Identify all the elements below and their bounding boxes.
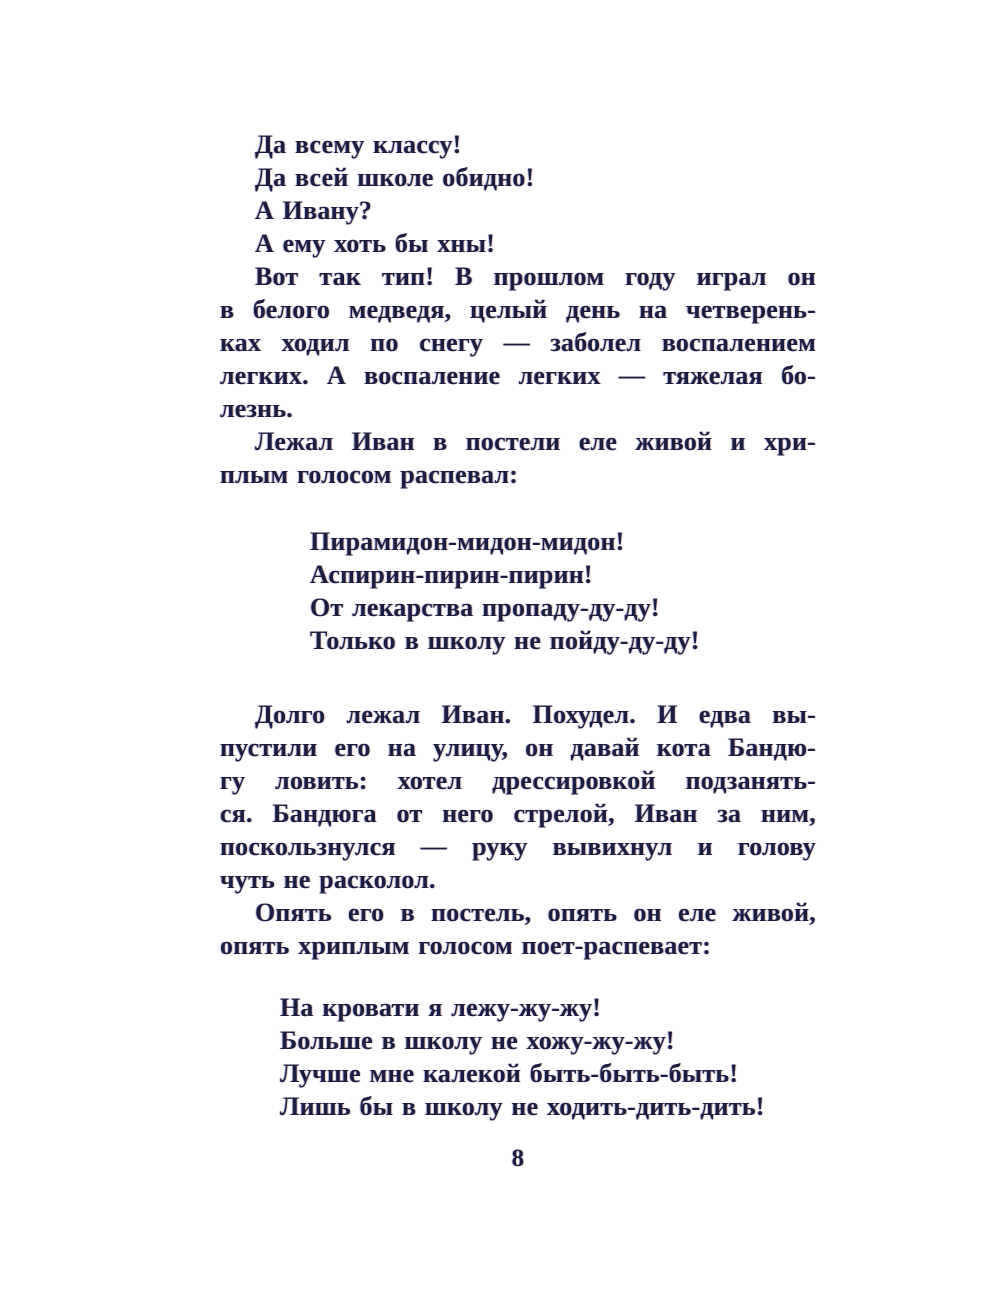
dialogue-line: А ему хоть бы хны!	[255, 229, 496, 258]
verse-line: От лекарства пропаду-ду-ду!	[310, 593, 660, 622]
prose-line: Лежал Иван в постели еле живой и хри-	[255, 427, 816, 456]
dialogue-line: Да всей школе обидно!	[255, 163, 535, 192]
prose-line: опять хриплым голосом поет-распевает:	[220, 931, 712, 960]
page-number: 8	[511, 1145, 525, 1172]
verse-line: На кровати я лежу-жу-жу!	[280, 993, 602, 1022]
prose-line: лезнь.	[220, 394, 294, 423]
page-text	[220, 128, 816, 1175]
prose-line: поскользнулся — руку вывихнул и голову	[220, 832, 816, 861]
prose-line: гу ловить: хотел дрессировкой подзанять-	[220, 766, 816, 795]
prose-line: ках ходил по снегу — заболел воспалением	[220, 328, 816, 357]
dialogue-and-prose-block	[220, 128, 816, 491]
dialogue-line: Да всему классу!	[255, 130, 462, 159]
song-verse-1-block	[310, 525, 816, 657]
prose-line: Вот так тип! В прошлом году играл он	[255, 262, 816, 291]
prose-line: пустили его на улицу, он давай кота Бандю-	[220, 733, 816, 762]
prose-line: Долго лежал Иван. Похудел. И едва вы-	[255, 700, 816, 729]
prose-line: легких. А воспаление легких — тяжелая бо-	[220, 361, 816, 390]
verse-line: Больше в школу не хожу-жу-жу!	[280, 1026, 675, 1055]
verse-line: Аспирин-пирин-пирин!	[310, 560, 593, 589]
prose-2-block	[220, 698, 816, 962]
verse-line: Пирамидон-мидон-мидон!	[310, 527, 625, 556]
verse-line: Лучше мне калекой быть-быть-быть!	[280, 1059, 739, 1088]
prose-line: в белого медведя, целый день на четверень-	[220, 295, 816, 324]
song-verse-2-block	[280, 991, 816, 1123]
prose-line: Опять его в постель, опять он еле живой,	[255, 898, 816, 927]
verse-line: Лишь бы в школу не ходить-дить-дить!	[280, 1092, 765, 1121]
verse-line: Только в школу не пойду-ду-ду!	[310, 626, 700, 655]
prose-line: чуть не расколол.	[220, 865, 436, 894]
prose-line: плым голосом распевал:	[220, 460, 519, 489]
dialogue-line: А Ивану?	[255, 196, 373, 225]
prose-line: ся. Бандюга от него стрелой, Иван за ним,	[220, 799, 816, 828]
